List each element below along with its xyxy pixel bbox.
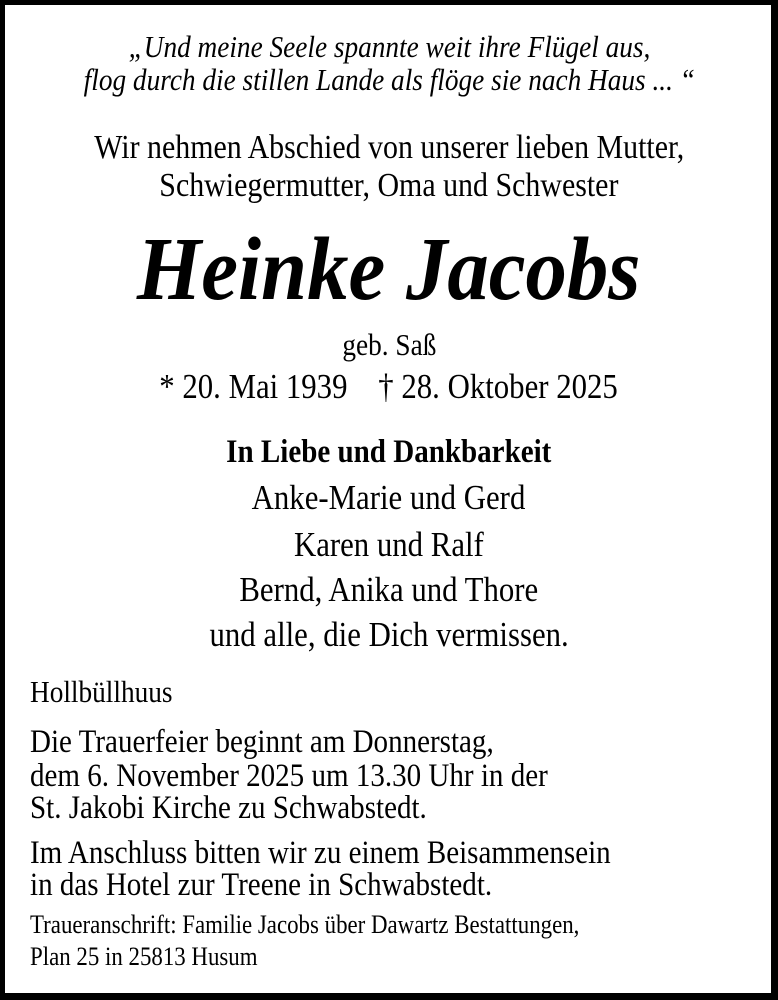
ceremony-line: St. Jakobi Kirche zu Schwabstedt. <box>30 790 427 826</box>
quote-line-2: flog durch die stillen Lande als flöge sie nach Haus ... “ <box>83 62 695 97</box>
ceremony-line: dem 6. November 2025 um 13.30 Uhr in der <box>30 758 548 794</box>
mourner-line: Karen und Ralf <box>294 525 484 564</box>
address-line: Plan 25 in 25813 Husum <box>30 942 258 971</box>
place: Hollbüllhuus <box>30 674 173 709</box>
quote-line-1: „Und meine Seele spannte weit ihre Flügel aus, <box>128 29 650 64</box>
life-dates: * 20. Mai 1939 † 28. Oktober 2025 <box>159 367 619 406</box>
gathering-line: Im Anschluss bitten wir zu einem Beisammensein <box>30 835 611 871</box>
address-line: Traueranschrift: Familie Jacobs über Dawartz Bestattungen, <box>30 910 580 939</box>
mourner-line: Bernd, Anika und Thore <box>239 570 539 609</box>
mourner-line: Anke-Marie und Gerd <box>252 478 526 517</box>
intro-line-1: Wir nehmen Abschied von unserer lieben Mutter, <box>93 129 685 166</box>
mourners-heading: In Liebe und Dankbarkeit <box>226 434 552 470</box>
ceremony-line: Die Trauerfeier beginnt am Donnerstag, <box>30 724 494 760</box>
deceased-name: Heinke Jacobs <box>137 220 641 319</box>
mourner-line: und alle, die Dich vermissen. <box>209 615 569 654</box>
maiden-name: geb. Saß <box>342 327 436 362</box>
gathering-line: in das Hotel zur Treene in Schwabstedt. <box>30 867 493 903</box>
intro-line-2: Schwiegermutter, Oma und Schwester <box>159 167 619 204</box>
